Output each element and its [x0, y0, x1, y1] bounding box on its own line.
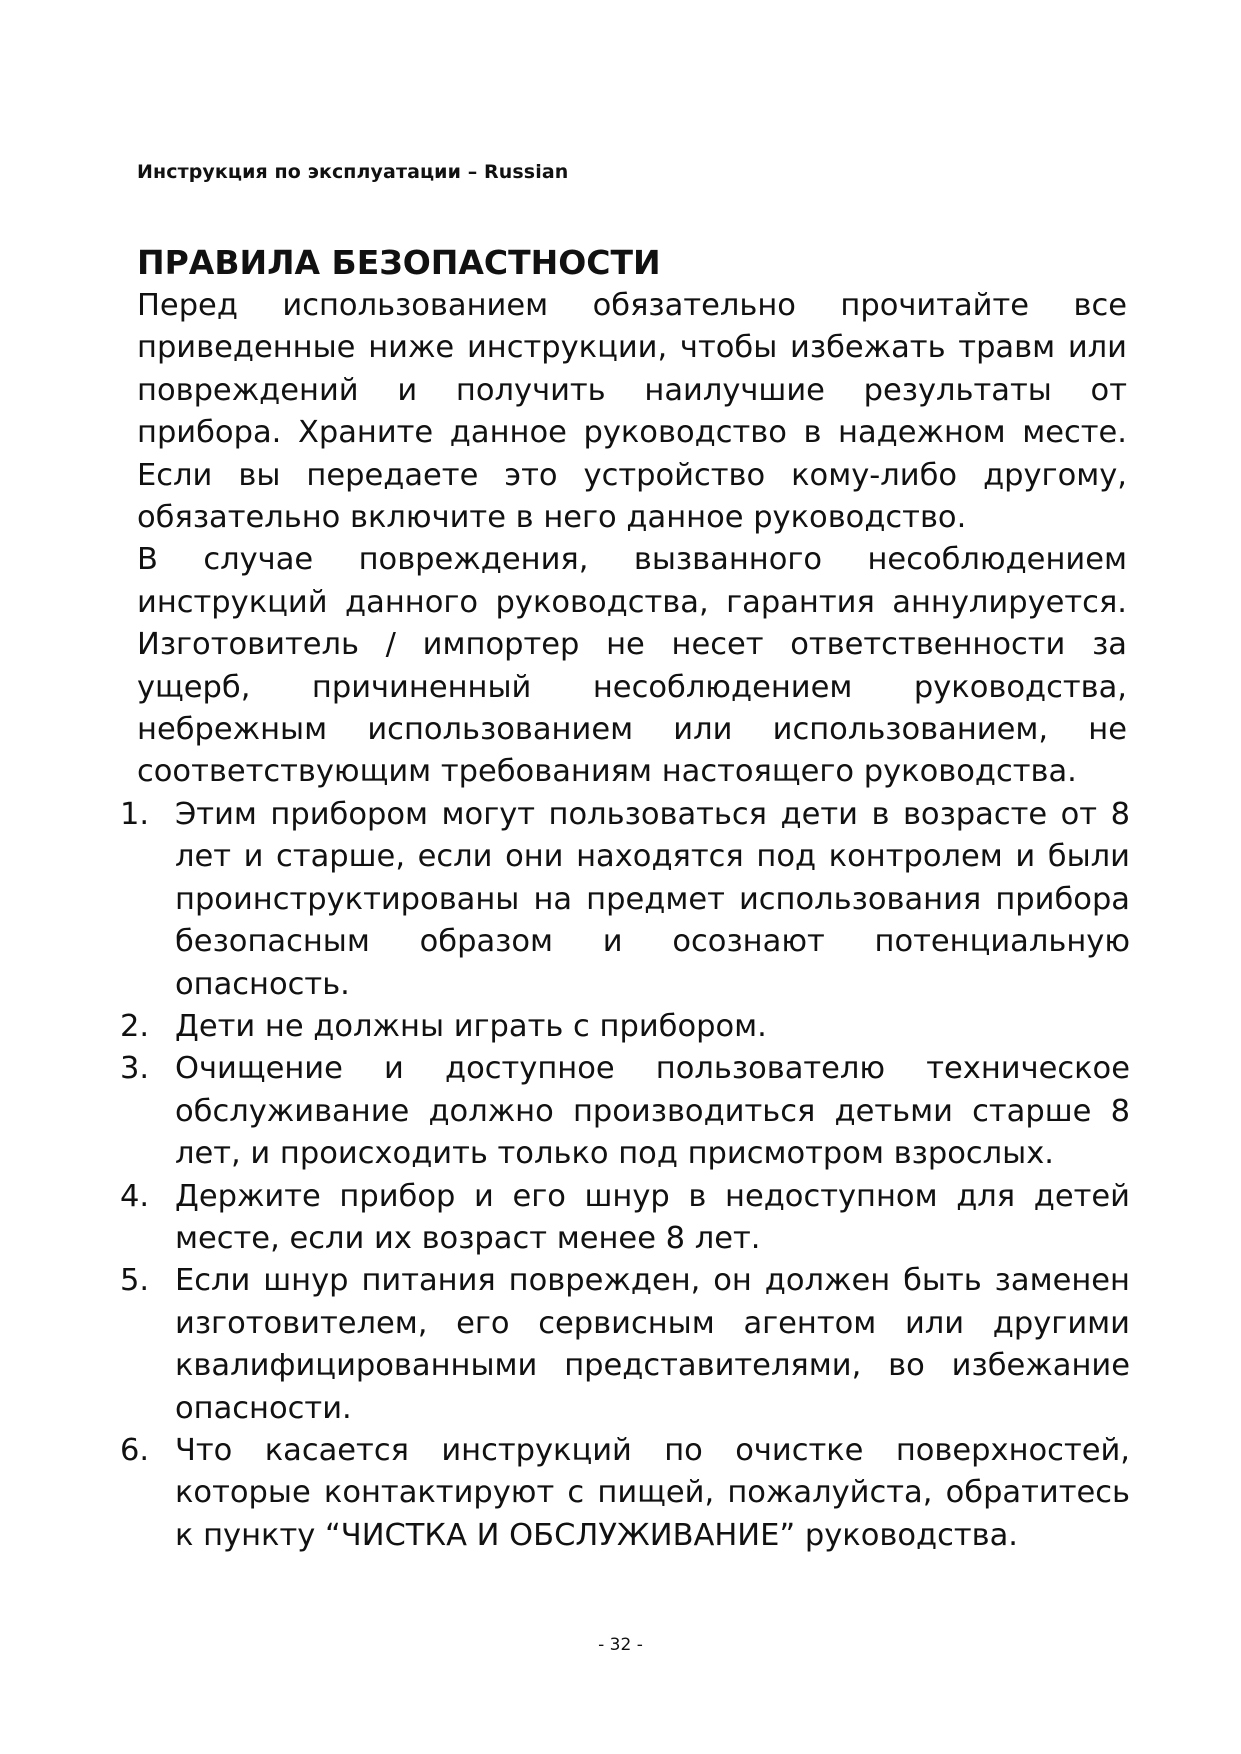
intro-text: [137, 285, 1127, 794]
rule-item: [120, 1430, 1130, 1557]
rule-text: Дети не должны играть с прибором.: [175, 1008, 767, 1044]
page-content: [120, 241, 1130, 1557]
safety-rules-list: [120, 794, 1130, 1557]
section-title: ПРАВИЛА БЕЗОПАСТНОСТИ: [137, 243, 661, 282]
rule-text: Очищение и доступное пользователю техническое обслуживание должно производиться детьми старше 8 лет, и происходить только под присмотром взрослых.: [175, 1051, 1130, 1172]
rule-item: [120, 1048, 1130, 1175]
rule-number: 5.: [120, 1263, 150, 1299]
rule-item: [120, 1006, 1130, 1048]
intro-paragraph: В случае повреждения, вызванного несоблюдением инструкций данного руководства, гарантия аннулируется. Изготовитель / импортер не несет ответственности за ущерб, причиненный несоблюдением руководства, небрежным использованием или использованием, не соответствующим требованиям настоящего руководства.: [137, 542, 1127, 790]
rule-text: Если шнур питания поврежден, он должен быть заменен изготовителем, его сервисным агентом или другими квалифицированными представителями, во избежание опасности.: [175, 1263, 1130, 1426]
rule-number: 2.: [120, 1008, 150, 1044]
page-number: - 32 -: [598, 1635, 643, 1655]
rule-item: [120, 794, 1130, 1006]
rule-item: [120, 1176, 1130, 1261]
rule-number: 4.: [120, 1178, 150, 1214]
intro-paragraph: Перед использованием обязательно прочитайте все приведенные ниже инструкции, чтобы избежать травм или повреждений и получить наилучшие результаты от прибора. Храните данное руководство в надежном месте. Если вы передаете это устройство кому-либо другому, обязательно включите в него данное руководство.: [137, 288, 1127, 536]
running-header: Инструкция по эксплуатации – Russian: [137, 161, 569, 183]
rule-number: 1.: [120, 796, 150, 832]
rule-text: Держите прибор и его шнур в недоступном для детей месте, если их возраст менее 8 лет.: [175, 1178, 1130, 1256]
rule-item: [120, 1260, 1130, 1430]
rule-text: Этим прибором могут пользоваться дети в возрасте от 8 лет и старше, если они находятся под контролем и были проинструктированы на предмет использования прибора безопасным образом и осознают потенциальную опасность.: [175, 796, 1130, 1002]
rule-text: Что касается инструкций по очистке поверхностей, которые контактируют с пищей, пожалуйста, обратитесь к пункту “ЧИСТКА И ОБСЛУЖИВАНИЕ” руководства.: [175, 1432, 1130, 1553]
rule-number: 6.: [120, 1432, 150, 1468]
rule-number: 3.: [120, 1051, 150, 1087]
